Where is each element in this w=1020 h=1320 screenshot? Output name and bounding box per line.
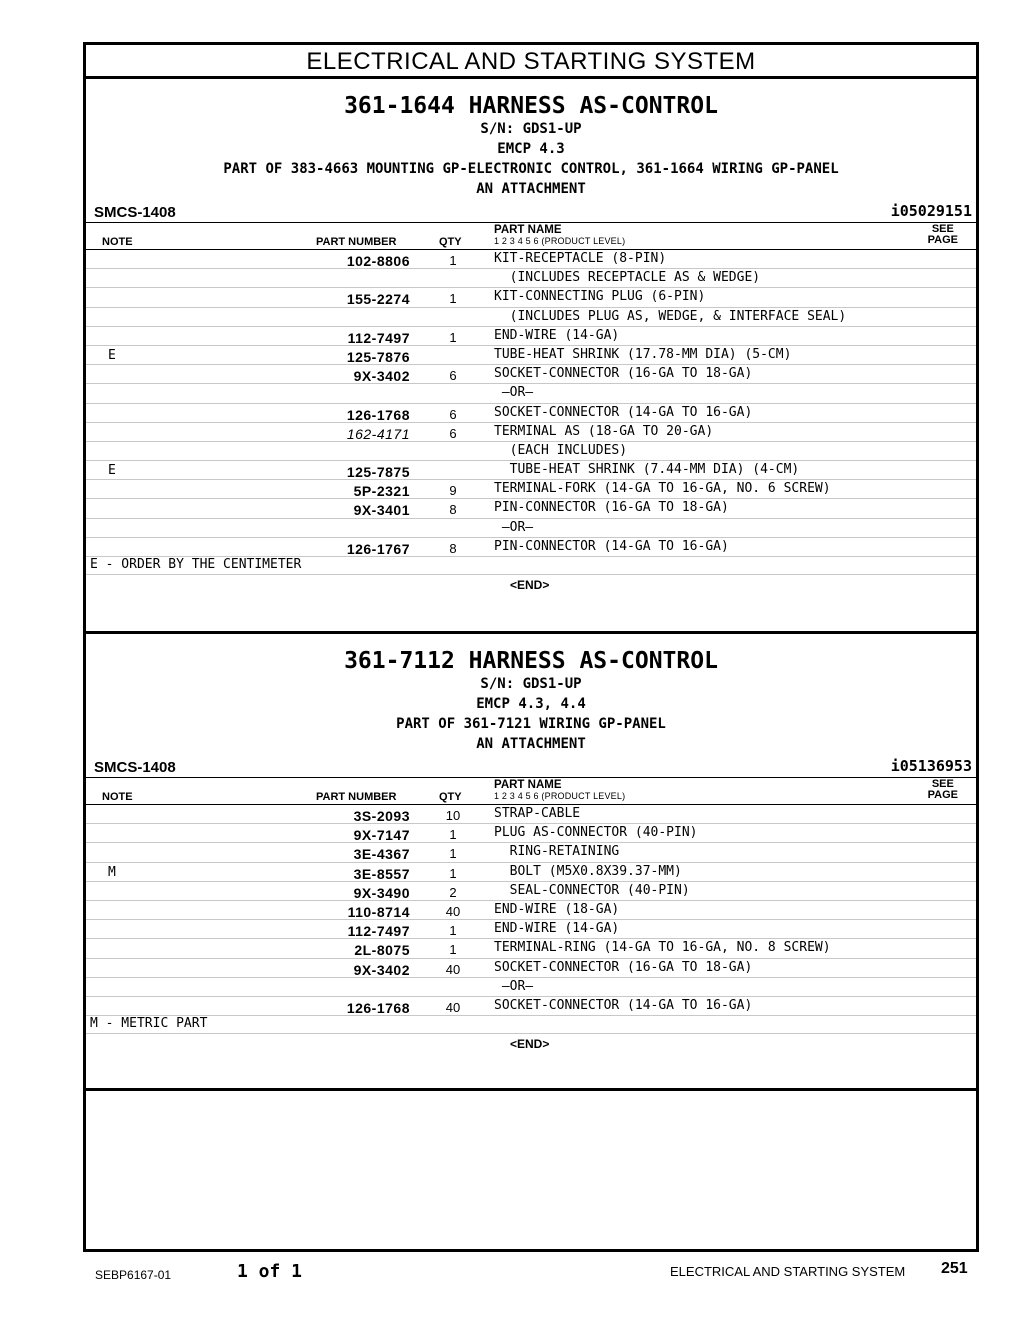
part-name-cell: (INCLUDES RECEPTACLE AS & WEDGE) — [494, 270, 761, 286]
qty-cell: 6 — [449, 368, 457, 384]
part-number-cell: 9X-3490 — [353, 884, 410, 901]
table-row — [86, 346, 976, 365]
qty-cell: 10 — [445, 808, 461, 823]
table-row — [86, 384, 976, 403]
part-name-cell: TERMINAL-RING (14-GA TO 16-GA, NO. 8 SCREW) — [494, 940, 831, 956]
table-row — [86, 499, 976, 518]
part-number-cell: 102-8806 — [346, 253, 410, 269]
part-name-cell: TUBE-HEAT SHRINK (17.78-MM DIA) (5-CM) — [494, 346, 792, 362]
page-title: ELECTRICAL AND STARTING SYSTEM — [86, 45, 976, 79]
part-name-cell: (INCLUDES PLUG AS, WEDGE, & INTERFACE SEAL) — [494, 308, 847, 324]
column-header — [86, 777, 976, 805]
table-row — [86, 404, 976, 423]
table-row — [86, 519, 976, 538]
part-number-cell: 126-1768 — [346, 999, 410, 1016]
qty-cell: 1 — [449, 329, 457, 345]
col-see: SEE — [931, 223, 954, 235]
part-number-cell: 9X-3402 — [353, 961, 410, 978]
table-row — [86, 327, 976, 346]
parts-section — [86, 93, 976, 634]
table-row — [86, 882, 976, 901]
header-line: PART OF 361-7121 WIRING GP-PANEL — [396, 716, 666, 732]
part-name-cell: RING-RETAINING — [494, 844, 620, 860]
part-number-cell: 155-2274 — [346, 291, 410, 308]
col-page: PAGE — [927, 234, 958, 246]
page-number: 251 — [941, 1260, 968, 1277]
qty-cell: 2 — [449, 884, 457, 900]
part-name-cell: SOCKET-CONNECTOR (14-GA TO 16-GA) — [494, 997, 753, 1013]
table-row — [86, 423, 976, 442]
part-name-cell: SOCKET-CONNECTOR (14-GA TO 16-GA) — [494, 404, 753, 420]
part-number-cell: 125-7875 — [346, 464, 410, 481]
qty-cell: 8 — [449, 540, 457, 556]
col-page: PAGE — [927, 789, 958, 801]
col-see-page — [928, 779, 958, 801]
table-row — [86, 288, 976, 307]
col-see-page — [928, 224, 958, 246]
part-number-cell: 126-1768 — [346, 406, 410, 423]
col-part-number: PART NUMBER — [316, 791, 397, 803]
harness-title: 361-1644 HARNESS AS-CONTROL — [344, 93, 718, 119]
part-number-cell: 162-4171 — [346, 425, 410, 442]
table-row — [86, 920, 976, 939]
part-number-cell: 3E-8557 — [353, 865, 410, 882]
page-footer — [0, 1255, 1020, 1285]
table-row — [86, 461, 976, 480]
col-qty: QTY — [439, 791, 462, 803]
header-line: S/N: GDS1-UP — [480, 676, 582, 692]
part-number-cell: 3S-2093 — [353, 808, 410, 824]
harness-title: 361-7112 HARNESS AS-CONTROL — [344, 648, 718, 674]
table-row — [86, 480, 976, 499]
parts-section — [86, 648, 976, 1091]
qty-cell: 40 — [445, 903, 461, 919]
note-cell: M — [108, 864, 116, 880]
table-row — [86, 442, 976, 461]
qty-cell: 1 — [449, 865, 457, 881]
part-name-cell: PLUG AS-CONNECTOR (40-PIN) — [494, 825, 698, 841]
smcs-code: SMCS-1408 — [94, 204, 176, 221]
table-row — [86, 978, 976, 997]
part-number-cell: 126-1767 — [346, 540, 410, 557]
table-row — [86, 308, 976, 327]
table-row — [86, 269, 976, 288]
col-part-name: PART NAME — [494, 779, 562, 791]
part-name-cell: END-WIRE (14-GA) — [494, 921, 620, 937]
part-number-cell: 5P-2321 — [353, 483, 410, 500]
header-line: AN ATTACHMENT — [476, 181, 586, 197]
header-line: AN ATTACHMENT — [476, 736, 586, 752]
header-line: S/N: GDS1-UP — [480, 121, 582, 137]
part-name-cell: END-WIRE (18-GA) — [494, 901, 620, 917]
part-name-cell: SEAL-CONNECTOR (40-PIN) — [494, 882, 690, 898]
table-row — [86, 939, 976, 958]
part-number-cell: 9X-3402 — [353, 368, 410, 385]
part-number-cell: 2L-8075 — [354, 942, 410, 959]
qty-cell: 1 — [449, 827, 457, 843]
smcs-code: SMCS-1408 — [94, 759, 176, 776]
col-note: NOTE — [102, 236, 133, 248]
col-product-level: 1 2 3 4 5 6 (PRODUCT LEVEL) — [494, 236, 626, 246]
col-see: SEE — [931, 778, 954, 790]
qty-cell: 1 — [449, 923, 457, 939]
part-name-cell: PIN-CONNECTOR (14-GA TO 16-GA) — [494, 538, 729, 554]
page-of: 1 of 1 — [237, 1261, 303, 1282]
smcs-row — [86, 757, 976, 777]
qty-cell: 6 — [449, 406, 457, 422]
part-name-cell: SOCKET-CONNECTOR (16-GA TO 18-GA) — [494, 366, 753, 382]
col-part-number: PART NUMBER — [316, 236, 397, 248]
part-name-cell: TERMINAL AS (18-GA TO 20-GA) — [494, 423, 714, 439]
part-name-cell: —OR— — [494, 385, 534, 401]
part-name-cell: PIN-CONNECTOR (16-GA TO 18-GA) — [494, 500, 729, 516]
part-name-cell: STRAP-CABLE — [494, 806, 581, 821]
part-name-cell: KIT-RECEPTACLE (8-PIN) — [494, 251, 667, 266]
smcs-row — [86, 202, 976, 222]
page-frame — [83, 42, 979, 1252]
part-number-cell: 112-7497 — [347, 923, 410, 940]
part-number-cell: 125-7876 — [346, 348, 410, 365]
header-line: PART OF 383-4663 MOUNTING GP-ELECTRONIC CONTROL, 361-1664 WIRING GP-PANEL — [223, 161, 839, 177]
table-row — [86, 824, 976, 843]
qty-cell: 40 — [445, 961, 461, 977]
qty-cell: 1 — [449, 253, 457, 268]
illustration-ref: i05136953 — [890, 757, 972, 775]
part-name-cell: —OR— — [494, 978, 534, 994]
footnote — [86, 557, 976, 575]
table-row — [86, 538, 976, 557]
qty-cell: 6 — [449, 425, 457, 441]
part-number-cell: 112-7497 — [347, 329, 410, 346]
qty-cell: 1 — [449, 846, 457, 862]
table-row — [86, 997, 976, 1016]
table-row — [86, 805, 976, 824]
part-number-cell: 9X-3401 — [353, 502, 410, 519]
header-line: EMCP 4.3, 4.4 — [476, 696, 586, 712]
parts-list — [86, 805, 976, 1016]
qty-cell: 9 — [449, 483, 457, 499]
note-cell: E — [108, 463, 116, 479]
part-name-cell: TUBE-HEAT SHRINK (7.44-MM DIA) (4-CM) — [494, 462, 800, 478]
table-row — [86, 863, 976, 882]
qty-cell: 8 — [449, 502, 457, 518]
part-name-cell: KIT-CONNECTING PLUG (6-PIN) — [494, 289, 706, 305]
document-id: SEBP6167-01 — [95, 1268, 172, 1282]
end-text: <END> — [510, 1037, 550, 1052]
table-row — [86, 901, 976, 920]
illustration-ref: i05029151 — [890, 202, 972, 220]
part-name-cell: SOCKET-CONNECTOR (16-GA TO 18-GA) — [494, 959, 753, 975]
footer-system-title: ELECTRICAL AND STARTING SYSTEM — [670, 1264, 906, 1279]
footnote-text: M - METRIC PART — [90, 1016, 208, 1032]
part-name-cell: (EACH INCLUDES) — [494, 442, 628, 458]
part-number-cell: 3E-4367 — [353, 846, 410, 863]
end-text: <END> — [510, 578, 550, 592]
end-marker — [86, 1034, 976, 1054]
end-marker — [86, 575, 976, 595]
col-note: NOTE — [102, 791, 133, 803]
parts-list — [86, 250, 976, 557]
table-row — [86, 843, 976, 862]
table-row — [86, 250, 976, 269]
table-row — [86, 365, 976, 384]
part-name-cell: END-WIRE (14-GA) — [494, 327, 620, 343]
part-name-cell: —OR— — [494, 519, 534, 535]
header-line: EMCP 4.3 — [497, 141, 565, 157]
footnote-text: E - ORDER BY THE CENTIMETER — [90, 557, 302, 572]
col-product-level: 1 2 3 4 5 6 (PRODUCT LEVEL) — [494, 791, 626, 801]
col-part-name: PART NAME — [494, 224, 562, 236]
qty-cell: 1 — [449, 291, 457, 307]
part-number-cell: 110-8714 — [347, 903, 410, 920]
footnote — [86, 1016, 976, 1034]
column-header — [86, 222, 976, 250]
note-cell: E — [108, 347, 116, 363]
part-number-cell: 9X-7147 — [353, 827, 410, 844]
qty-cell: 40 — [445, 999, 461, 1015]
part-name-cell: TERMINAL-FORK (14-GA TO 16-GA, NO. 6 SCREW) — [494, 481, 831, 497]
table-row — [86, 959, 976, 978]
part-name-cell: BOLT (M5X0.8X39.37-MM) — [494, 863, 682, 879]
col-qty: QTY — [439, 236, 462, 248]
qty-cell: 1 — [449, 942, 457, 958]
